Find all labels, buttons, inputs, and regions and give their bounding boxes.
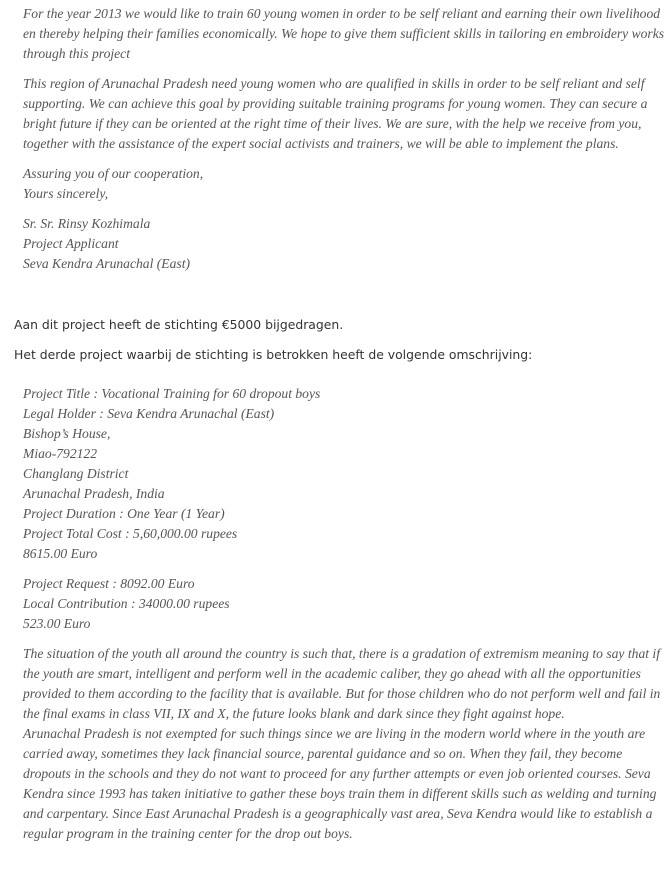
third-project-paragraph	[0, 345, 654, 365]
finance-line: Local Contribution : 34000.00 rupees	[23, 596, 230, 611]
signature-organization: Seva Kendra Arunachal (East)	[23, 256, 191, 271]
detail-line: Project Title : Vocational Training for 60 dropout boys	[23, 386, 321, 401]
finance-line: 523.00 Euro	[23, 616, 91, 631]
contribution-text: Aan dit project heeft de stichting €5000 bijgedragen.	[14, 317, 344, 332]
project-finance	[23, 574, 668, 634]
paragraph-region-need: This region of Arunachal Pradesh need young women who are qualified in skills in order to be self reliant and self supporting. We can achieve this goal by providing suitable training programs for young women. They can secure a bright future if they can be oriented at the right time of their lives. We are sure, with the help we receive from you, together with the assistance of the expert social activists and trainers, we will be able to implement the plans.	[23, 76, 648, 151]
blockquote-boys-project	[0, 384, 668, 844]
paragraph-arunachal-dropouts: Arunachal Pradesh is not exempted for such things since we are living in the modern world where in the youth are carried away, sometimes they lack financial source, parental guidance and so on. When they fail, they become dropouts in the schools and they do not want to proceed for any further attempts or even job oriented courses. Seva Kendra since 1993 has taken initiative to gather these boys train them in different skills such as welding and turning and carpentary. Since East Arunachal Pradesh is a geographically vast area, Seva Kendra would like to establish a regular program in the training center for the drop out boys.	[23, 726, 657, 841]
closing-block	[23, 164, 668, 204]
detail-line: 8615.00 Euro	[23, 546, 98, 561]
blockquote-women-project	[0, 4, 668, 274]
closing-line: Yours sincerely,	[23, 186, 109, 201]
contribution-paragraph	[0, 315, 654, 335]
detail-line: Changlang District	[23, 466, 129, 481]
detail-line: Project Duration : One Year (1 Year)	[23, 506, 225, 521]
third-project-intro: Het derde project waarbij de stichting is betrokken heeft de volgende omschrijving:	[14, 347, 533, 362]
detail-line: Bishop’s House,	[23, 426, 111, 441]
paragraph-youth-situation: The situation of the youth all around the country is such that, there is a gradation of extremism meaning to say that if the youth are smart, intelligent and perform well in the academic caliber, they go ahead with all the opportunities provided to them according to the facility that is available. But for those children who do not perform well and fail in the final exams in class VII, IX and X, the future looks blank and dark since they fight against hope.	[23, 646, 661, 721]
detail-line: Legal Holder : Seva Kendra Arunachal (East)	[23, 406, 275, 421]
closing-line: Assuring you of our cooperation,	[23, 166, 204, 181]
signature-name: Sr. Sr. Rinsy Kozhimala	[23, 216, 151, 231]
signature-block	[23, 214, 668, 274]
paragraph-training-goal: For the year 2013 we would like to train 60 young women in order to be self reliant and earning their own livelihood en thereby helping their families economically. We hope to give them sufficient skills in tailoring en embroidery works through this project	[23, 6, 665, 61]
signature-role: Project Applicant	[23, 236, 119, 251]
finance-line: Project Request : 8092.00 Euro	[23, 576, 195, 591]
detail-line: Miao-792122	[23, 446, 98, 461]
detail-line: Arunachal Pradesh, India	[23, 486, 165, 501]
detail-line: Project Total Cost : 5,60,000.00 rupees	[23, 526, 238, 541]
project-details	[23, 384, 668, 564]
